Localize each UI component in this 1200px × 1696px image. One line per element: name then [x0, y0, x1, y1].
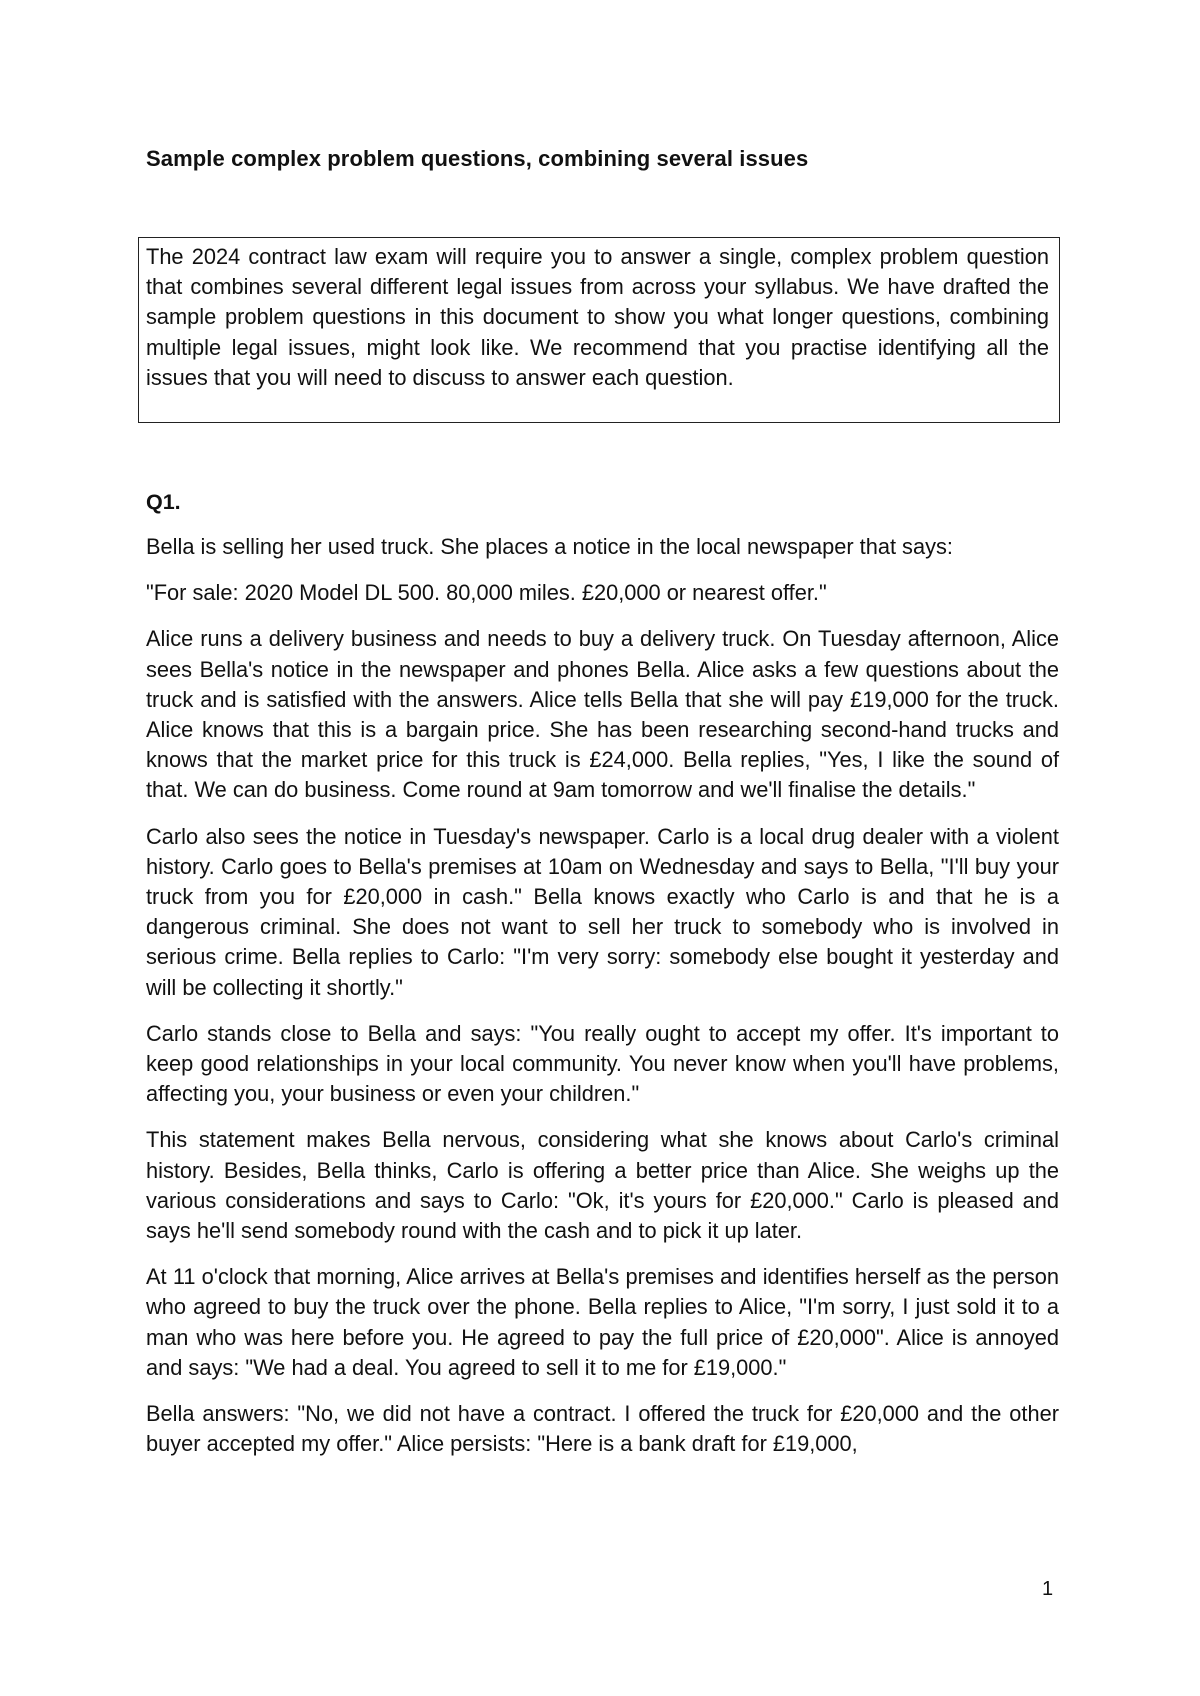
paragraph-4: Carlo also sees the notice in Tuesday's newspaper. Carlo is a local drug dealer with a violent history. Carlo goes to Bella's premises at 10am on Wednesday and says to Bella, "I'll buy your truck from you for £20,000 in cash." Bella knows exactly who Carlo is and that he is a dangerous criminal. She does not want to sell her truck to somebody who is involved in serious crime. Bella replies to Carlo: "I'm very sorry: somebody else bought it yesterday and will be collecting it shortly." — [146, 823, 1059, 1000]
paragraph-8: Bella answers: "No, we did not have a contract. I offered the truck for £20,000 and the other buyer accepted my offer." Alice persists: "Here is a bank draft for £19,000, — [146, 1401, 1059, 1457]
question-body — [146, 532, 1059, 1475]
paragraph-1: Bella is selling her used truck. She places a notice in the local newspaper that says: — [146, 534, 953, 559]
page-number: 1 — [1042, 1578, 1054, 1600]
document-title: Sample complex problem questions, combining several issues — [146, 146, 809, 171]
exam-notice-box — [138, 237, 1060, 423]
paragraph-2: "For sale: 2020 Model DL 500. 80,000 miles. £20,000 or nearest offer." — [146, 580, 827, 606]
paragraph-6: This statement makes Bella nervous, considering what she knows about Carlo's criminal history. Besides, Bella thinks, Carlo is offering a better price than Alice. She weighs up the various considerations and says to Carlo: "Ok, it's yours for £20,000." Carlo is pleased and says he'll send somebody round with the cash and to pick it up later. — [146, 1127, 1059, 1244]
paragraph-7: At 11 o'clock that morning, Alice arrives at Bella's premises and identifies herself as the person who agreed to buy the truck over the phone. Bella replies to Alice, "I'm sorry, I just sold it to a man who was here before you. He agreed to pay the full price of £20,000". Alice is annoyed and says: "We had a deal. You agreed to sell it to me for £19,000." — [146, 1264, 1059, 1380]
question-label: Q1. — [146, 490, 181, 514]
paragraph-5: Carlo stands close to Bella and says: "You really ought to accept my offer. It's important to keep good relationships in your local community. You never know when you'll have problems, affecting you, your business or even your children." — [146, 1020, 1059, 1107]
paragraph-3: Alice runs a delivery business and needs to buy a delivery truck. On Tuesday afternoon, Alice sees Bella's notice in the newspaper and phones Bella. Alice asks a few questions about the truck and is satisfied with the answers. Alice tells Bella that she will pay £19,000 for the truck. Alice knows that this is a bargain price. She has been researching second-hand trucks and knows that the market price for this truck is £24,000. Bella replies, "Yes, I like the sound of that. We can do business. Come round at 9am tomorrow and we'll finalise the details." — [146, 626, 1059, 803]
exam-notice-text: The 2024 contract law exam will require you to answer a single, complex problem question that combines several different legal issues from across your syllabus. We have drafted the sample problem questions in this document to show you what longer questions, combining multiple legal issues, might look like. We recommend that you practise identifying all the issues that you will need to discuss to answer each question. — [146, 244, 1049, 390]
